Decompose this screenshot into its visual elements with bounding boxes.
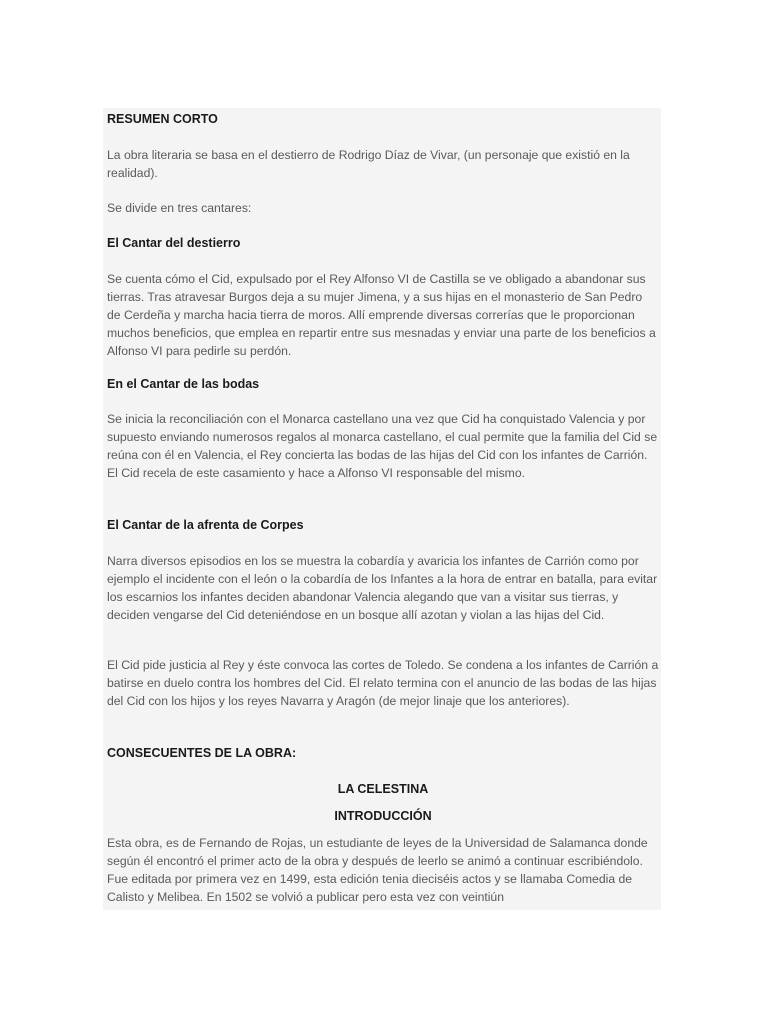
paragraph-cantar-afrenta: Narra diversos episodios en los se muestra la cobardía y avaricia los infantes de Carrión como por ejemplo el incidente con el león o la cobardía de los Infantes a la hora de entrar en batalla, para evitar los escarnios los infantes deciden abandonar Valencia alegando que van a visitar sus tierras, y deciden vengarse del Cid deteniéndose en un bosque allí azotan y violan a las hijas del Cid. <box>107 554 658 622</box>
heading-cantar-destierro: El Cantar del destierro <box>107 236 241 250</box>
intro-paragraph: La obra literaria se basa en el destierro de Rodrigo Díaz de Vivar, (un personaje que existió en la realidad). <box>107 148 630 180</box>
paragraph-celestina: Esta obra, es de Fernando de Rojas, un estudiante de leyes de la Universidad de Salamanca donde según él encontró el primer acto de la obra y después de leerlo se animó a continuar escribiéndolo. Fue editada por primera vez en 1499, esta edición tenia dieciséis actos y se llamaba Comedia de Calisto y Melibea. En 1502 se volvió a publicar pero esta vez con veintiún <box>107 836 648 904</box>
heading-resumen-corto: RESUMEN CORTO <box>107 112 218 126</box>
division-paragraph: Se divide en tres cantares: <box>107 201 252 215</box>
document-page <box>103 108 661 910</box>
heading-cantar-afrenta: El Cantar de la afrenta de Corpes <box>107 518 304 532</box>
heading-consecuentes: CONSECUENTES DE LA OBRA: <box>107 746 297 760</box>
paragraph-cantar-destierro: Se cuenta cómo el Cid, expulsado por el Rey Alfonso VI de Castilla se ve obligado a abandonar sus tierras. Tras atravesar Burgos deja a su mujer Jimena, y a sus hijas en el monasterio de San Pedro de Cerdeña y marcha hacia tierra de moros. Allí emprende diversas correrías que le proporcionan muchos beneficios, que emplea en repartir entre sus mesnadas y enviar una parte de los beneficios a Alfonso VI para pedirle su perdón. <box>107 272 656 358</box>
heading-la-celestina: LA CELESTINA <box>337 782 429 796</box>
paragraph-cantar-bodas: Se inicia la reconciliación con el Monarca castellano una vez que Cid ha conquistado Valencia y por supuesto enviando numerosos regalos al monarca castellano, el cual permite que la familia del Cid se reúna con él en Valencia, el Rey concierta las bodas de las hijas del Cid con los infantes de Carrión. El Cid recela de este casamiento y hace a Alfonso VI responsable del mismo. <box>107 412 658 480</box>
heading-introduccion: INTRODUCCIÓN <box>334 809 432 823</box>
paragraph-justicia: El Cid pide justicia al Rey y éste convoca las cortes de Toledo. Se condena a los infantes de Carrión a batirse en duelo contra los hombres del Cid. El relato termina con el anuncio de las bodas de las hijas del Cid con los hijos y los reyes Navarra y Aragón (de mejor linaje que los anteriores). <box>107 658 659 708</box>
heading-cantar-bodas: En el Cantar de las bodas <box>107 377 260 391</box>
